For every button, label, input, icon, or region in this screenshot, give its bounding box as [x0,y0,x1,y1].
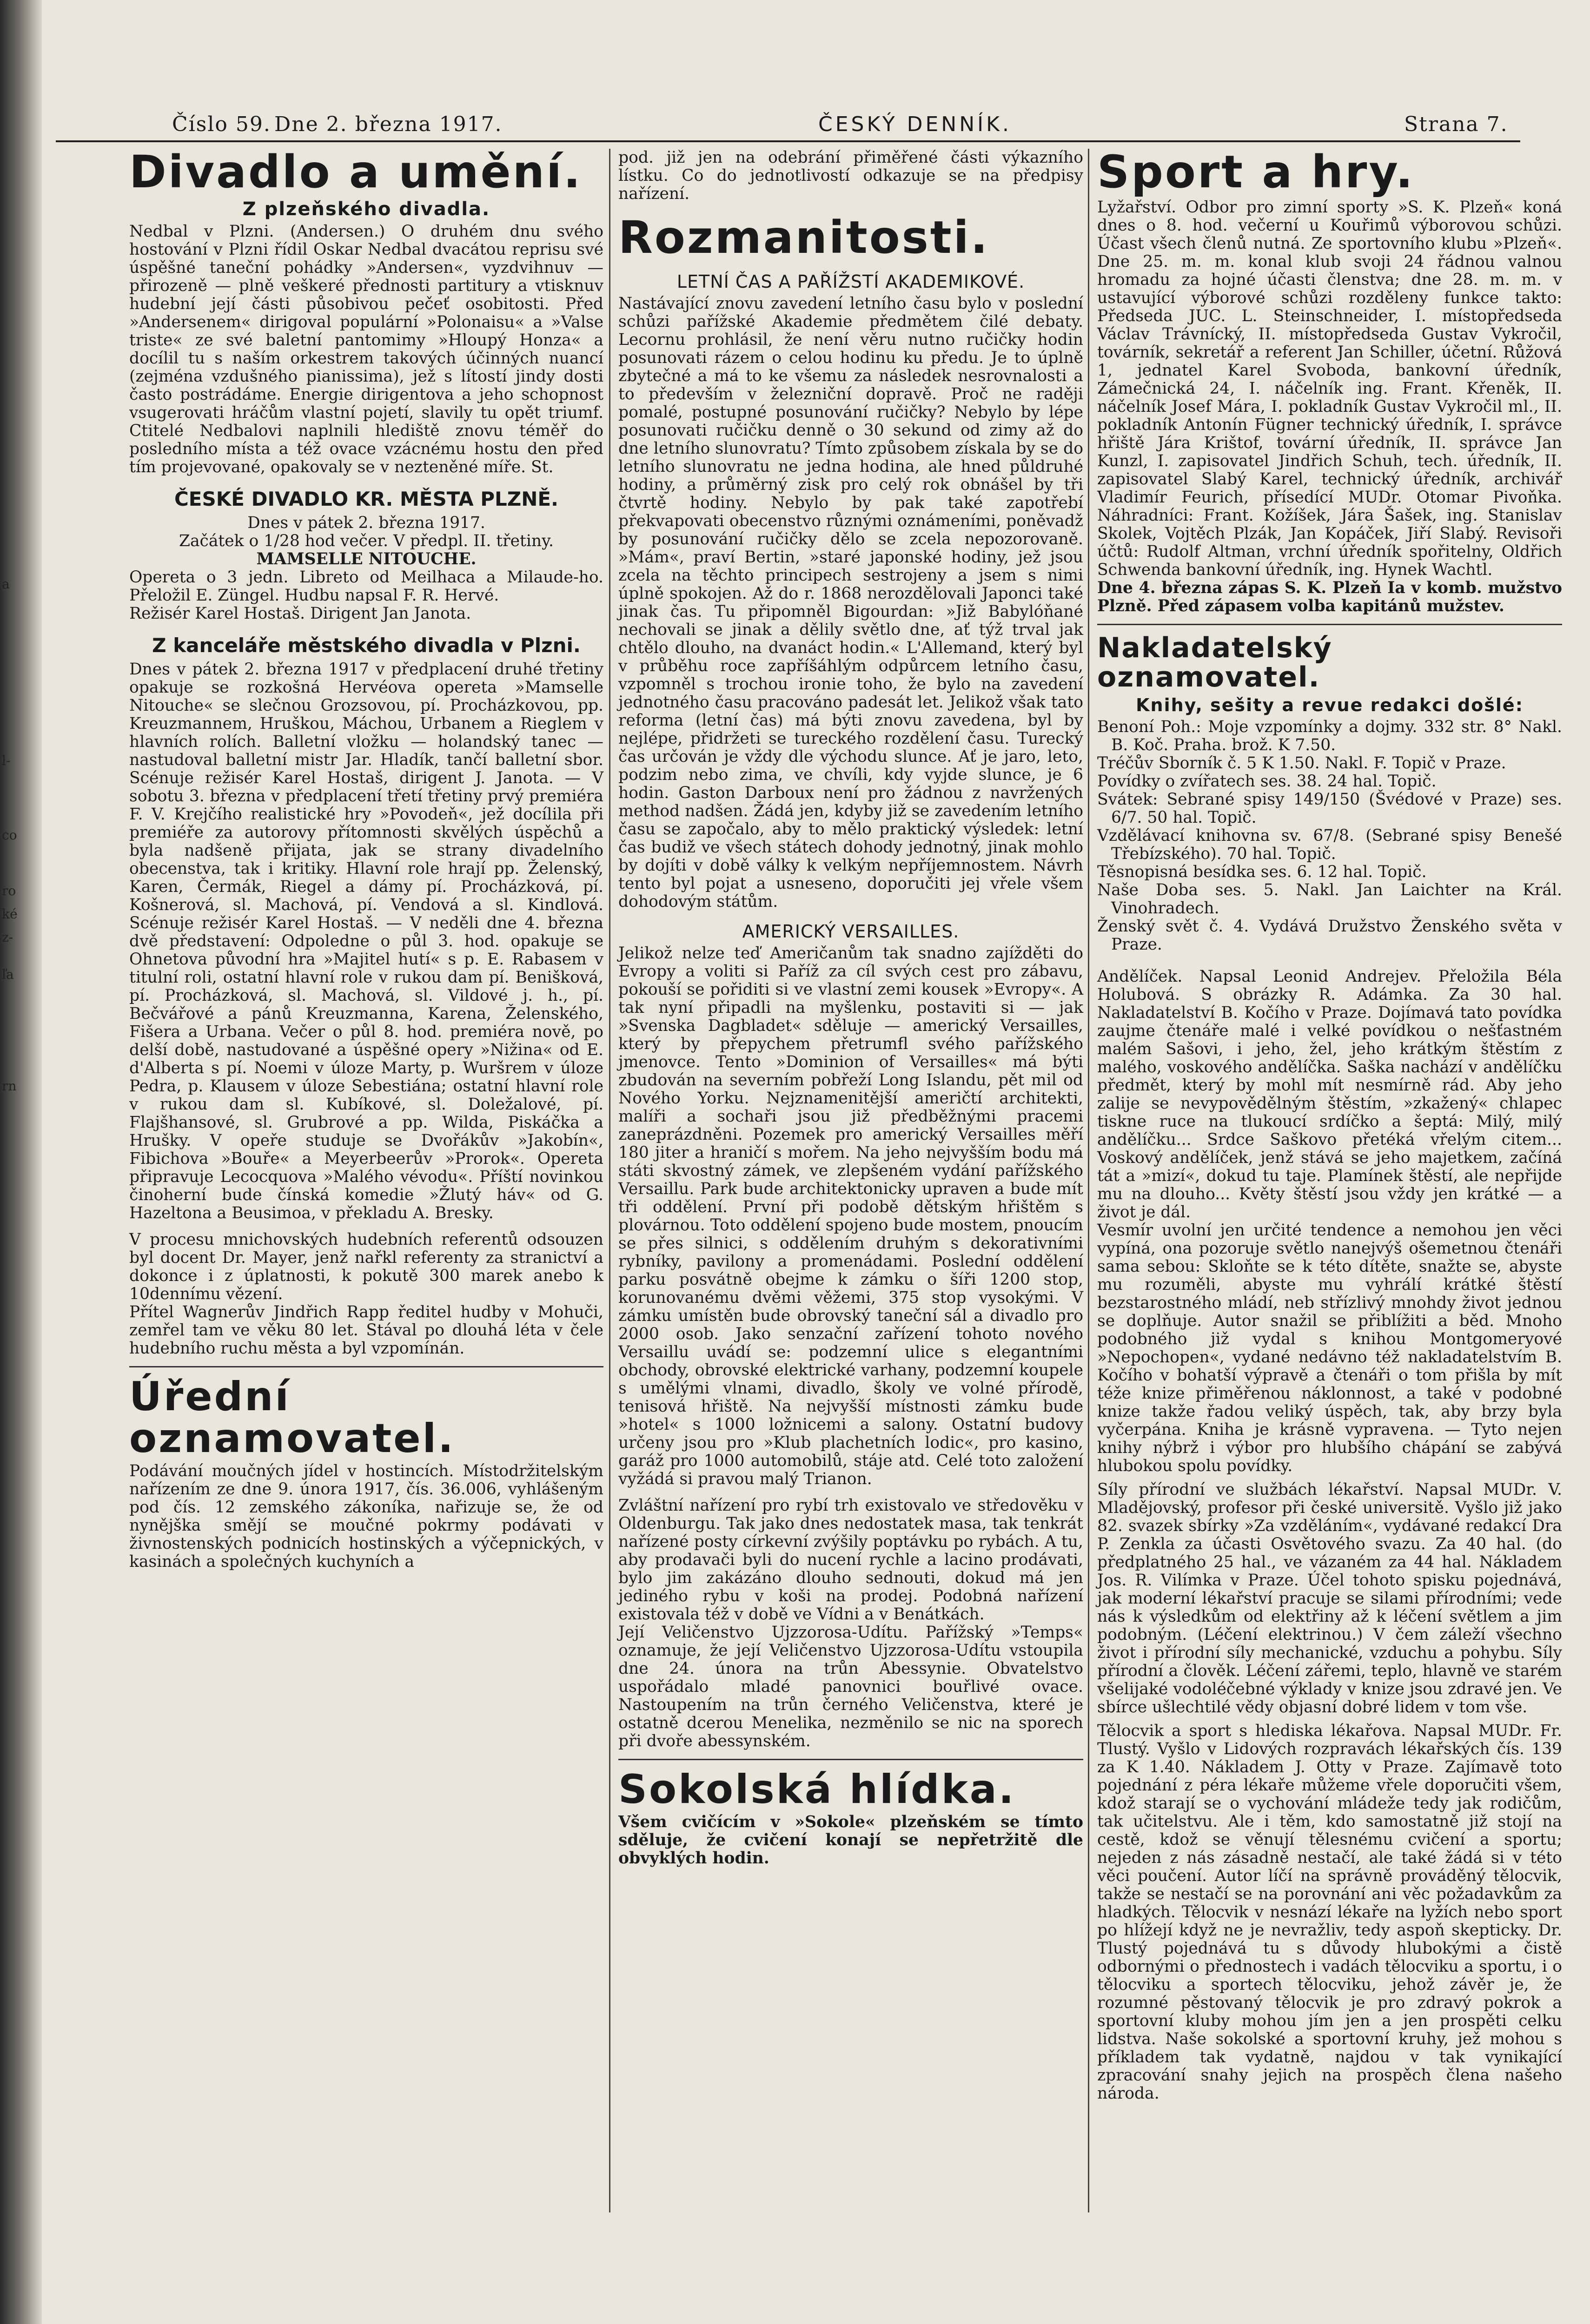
fragment: ké [2,906,18,922]
section-heading-misc: Rozmanitosti. [618,211,990,264]
article-title-summer-time: LETNÍ ČAS A PAŘÍŽSTÍ AKADEMIKOVÉ. [676,271,1025,292]
subheading: Z plzeňského divadla. [242,198,490,220]
item-fish-market: Zvláštní nařízení pro rybí trh existovalo ve středověku v Oldenburgu. Tak jako dnes nedostatek masa, tak tenkrát nařízené posty církevní zvýšily poptávku po rybách. A tu, aby prodavači byli do nucení rychle a lacino prodávati, bylo jim zakázáno dlouho sednouti, dokud má jen jediného rybu v koši na prodej. Podobná nařízení existovala též v době ve Vídni a v Benátkách. [618,1496,1083,1624]
fragment: z- [2,930,13,945]
sokol-notice: Všem cvičícím v »Sokole« plzeňském se tímto sděluje, že cvičení konají se nepřetržitě dle obvyklých hodin. [618,1813,1083,1868]
article-title-versailles: AMERICKÝ VERSAILLES. [742,921,960,942]
theatre-title: ČESKÉ DIVADLO KR. MĚSTA PLZNĚ. [174,487,558,510]
review-sily-prirodni: Síly přírodní ve službách lékařství. Napsal MUDr. V. Mladějovský, profesor při české universitě. Vyšlo již jako 82. svazek sbírky »Za vzděláním«, vydávané redakcí Dra P. Zenkla za účasti Osvětového svazu. Za 40 hal. (do předplatného 25 hal., ve vázaném za 44 hal. Nákladem Jos. R. Vilímka v Praze. Účel tohoto spisku pojednává, jak moderní lékařství pracuje se silami přírodními; vede nás k výsledkům od elektřiny až k léčení světlem a jim podobným. (Léčení elektrinou.) V čem záleží všechno život i přírodní síly mechanické, vzduchu a pohybu. Síly přírodní a člověk. Léčení zářemi, teplo, hlavně ve starém všelijaké vodoléčebné výklady v knize jsou zdravé jen. Ve sbírce ušlechtilé vědy objasní dobré lidem v tom vše. [1097,1480,1562,1717]
book-entry: Vzdělávací knihovna sv. 67/8. (Sebrané spisy Benešé Třebízského). 70 hal. Topič. [1097,826,1562,863]
column-3 [1097,146,1562,2103]
review-andelicek: Andělíček. Napsal Leonid Andrejev. Přeložila Béla Holubová. S obrázky R. Adámka. Za 30 hal. Nakladatelství B. Kočího v Praze. Dojímavá tato povídka zaujme čtenáře malé i velké povídkou o nešťastném malém Sašovi, i jeho, žel, jeho krátkým štěstím z malého, voskového andělíčka. Saška nachází v andělíčku předmět, který by mohl mít nesmírně rád. Aby jeho zalije se nevypovědělným štěstím, »zkažený« chlapec tiskne ruce na tlukoucí srdíčko a šeptá: Milý, milý andělíčku... Srdce Saškovo přetéká vřelým citem... Voskový andělíček, jenž stává se jeho majetkem, začíná tát a »mizí«, dokud tu taje. Plamínek štěstí, ale nepřijde mu na dlouho... Květy štěstí jsou vždy jen krátké — a život je dál. [1097,967,1562,1221]
book-entry: Benoní Poh.: Moje vzpomínky a dojmy. 332 str. 8° Nakl. B. Koč. Praha. brož. K 7.50. [1097,717,1562,754]
column-rule [609,149,610,2212]
continued-text: pod. již jen na odebrání přiměřené části výkazního lístku. Co do jednotlivostí odkazuje se na předpisy nařízení. [618,148,1083,203]
divider [618,1759,1083,1760]
book-entry: Ženský svět č. 4. Vydává Družstvo Ženského světa v Praze. [1097,917,1562,954]
page-header [56,108,1520,142]
column-2 [618,149,1083,1868]
notice-munich: V procesu mnichovských hudebních referentů odsouzen byl docent Dr. Mayer, jenž nařkl referenty za stranictví a dokonce i z úplatnosti, k pokutě 300 marek anebo k 10dennímu vězení. [129,1230,603,1303]
section-heading-sport: Sport a hry. [1097,146,1415,198]
theatre-date: Dnes v pátek 2. března 1917. [247,513,485,532]
official-text: Podávání moučných jídel v hostincích. Místodržitelským nařízením ze dne 9. února 1917, čís. 36.006, vyhlášeným pod čís. 12 zemského zákoníka, nařizuje se, že od nynějška smějí se moučné pokrmy podávati v živnostenských podnicích hostinských a výčepnických, v kasinách a společných kuchyních a [129,1462,603,1571]
column-rule [1088,149,1089,2212]
book-entry: Těsnopisná besídka ses. 6. 12 hal. Topič. [1097,862,1427,881]
issue-date: Dne 2. března 1917. [274,112,503,136]
book-entry: Naše Doba ses. 5. Nakl. Jan Laichter na Král. Vinohradech. [1097,880,1562,918]
office-text: Dnes v pátek 2. března 1917 v předplacení druhé třetiny opakuje se rozkošná Hervéova opereta »Mamselle Nitouche« se slečnou Grozsovou, pí. Procházkovou, pp. Kreuzmannem, Hruškou, Máchou, Urbanem a Rieglem v hlavních rolích. Balletní vložku — holandský tanec — nastudoval balletní mistr Jar. Hladík, tančí balletní sbor. Scénuje režisér Karel Hostaš, dirigent J. Janota. — V sobotu 3. března v předplacení třetí třetiny prvý premiéra F. V. Krejčího realistické hry »Povodeň«, jež docílila při premiéře za autorovy přítomnosti skvělých úspěchů a byla nadšeně přijata, jak se strany divadelního obecenstva, tak i kritiky. Hlavní role hrají pp. Želenský, Karen, Čermák, Riegel a dámy pí. Procházková, pí. Košnerová, sl. Machová, pí. Vendová a sl. Kindlová. Scénuje režisér Karel Hostaš. — V neděli dne 4. března dvě představení: Odpoledne o půl 3. hod. opakuje se Ohnetova původní hra »Majitel hutí« s p. E. Rabasem v titulní roli, ostatní hlavní role v rukou dam pí. Benišková, pí. Procházková, sl. Machová, sl. Vildové j. h., pí. Bečvářové a pánů Kreuzmanna, Karena, Želenského, Fišera a Urbana. Večer o půl 8. hod. premiéra nově, po delší době, nastudované a úspěšné opery »Nižina« od E. d'Alberta s pí. Noemi v úloze Marty, p. Wuršrem v úloze Pedra, p. Klausem v úloze Sebestiána; ostatní hlavní role v rukou dam sl. Kubíkové, sl. Doležalové, pí. Flajšhansové, sl. Grubrové a pp. Wilda, Piskáčka a Hrušky. V opeře studuje se Dvořákův »Jakobín«, Fibichova »Bouře« a Meyerbeerův »Prorok«. Opereta připravuje Lecocquova »Malého vévodu«. Příští novinkou činoherní bude čínská komedie »Žlutý háv« od G. Hazeltona a Beusimoa, v překladu A. Bresky. [129,660,603,1222]
article-versailles: Jelikož nelze teď Američanům tak snadno zajížděti do Evropy a voliti si Paříž za cíl svých cest pro zábavu, pokouší se pořiditi si ve vlastní zemi kousek »Evropy«. A tak nyní připadli na myšlenku, postaviti si — jak »Svenska Dagbladet« sděluje — americký Versailles, který by přepychem přetrumfl svého pařížského jmenovce. Tento »Dominion of Versailles« má býti zbudován na severním pobřeží Long Islandu, pět mil od Nového Yorku. Nejznamenitější američtí architekti, malíři a sochaři jsou již předběžnými pracemi zaneprázdněni. Pozemek pro americký Versailles měří 180 jiter a hraničí s mořem. Na jeho nejvyšším bodu má státi skvostný zámek, ve zlepšeném vydání pařížského Versaillu. Park bude architektonicky upraven a bude mít tři oddělení. První při podobě dětským hřištěm s plovárnou. Toto oddělení spojeno bude mostem, pnoucím se přes silnici, s oddělením druhým s dekorativními rybníky, pavilony a promenádami. Poslední oddělení parku posvátně obejme k zámku o šíři 1200 stop, korunovanému dvěmi věžemi, 375 stop vysokými. V zámku umístěn bude obrovský taneční sál a divadlo pro 2000 osob. Jako senzační zařízení tohoto nového Versaillu uvádí se: podzemní ulice s elegantními obchody, obrovské elektrické varhany, podzemní koupele s umělými vlnami, divadlo, školy ve volné přírodě, tenisová hřiště. Na nejvyšší místnosti zámku bude »hotel« s 1000 ložnicemi a salony. Ostatní budovy určeny jsou pro »Klub plachetních lodic«, pro kasino, garáž pro 1000 automobilů, stáje atd. Celé toto založení vyžádá si pravou malý Trianon. [618,944,1083,1488]
fragment: rn [2,1078,17,1094]
notice-rapp: Přítel Wagnerův Jindřich Rapp ředitel hudby v Mohuči, zemřel tam ve věku 80 let. Stával po dlouhá léta v čele hudebního ruchu města a byl vzpomínán. [129,1302,603,1358]
article-summer-time: Nastávající znovu zavedení letního času bylo v poslední schůzi pařížské Akademie předmětem čilé debaty. Lecornu prohlásil, že není věru nutno ručičky hodin posunovati rázem o celou hodinu ku předu. Je to úplně zbytečné a má to ke všemu za následek nesrovnalosti a to především v železniční dopravě. Proč ne raději pomalé, postupné posunování ručičky? Nebylo by lépe posunovati ručičku denně o 30 sekund od zimy až do dne letního slunovratu? Tímto způsobem získala by se do letního slunovratu ne jedna hodina, ale hned půldruhé hodiny, a průměrný zisk pro celý rok obnášel by tři čtvrtě hodiny. Nebylo by pak také zapotřebí překvapovati obecenstvo různými oznámeními, poněvadž by posunování ručičky dělo se zcela nepozorovaně. »Mám«, praví Bertin, »staré japonské hodiny, jež jsou zcela na těchto principech sestrojeny a jsem s nimi úplně spokojen. Až do r. 1868 nerozdělovali Japonci také jinak čas. Tu připomněl Bigourdan: »Již Babylóňané nechovali se jinak a dělily světlo dne, ať týž trval jak chtělo dlouho, na dvanáct hodin.« L'Allemand, který byl v průběhu roce zapříšáhlým odpůrcem letního času, vzpomněl s trochou ironie toho, že bylo na zavedení jednotného času pracováno padesát let. Jelikož však tato reforma (letní čas) má býti znovu zavedena, byl by nejlépe, přidržeti se tureckého rozdělení času. Turecký čas určován je vždy dle východu slunce. Ať je jaro, leto, podzim nebo zima, ve chvíli, kdy vyjde slunce, je 6 hodin. Gaston Darboux není pro žádnou z navržených method nadšen. Žádá jen, kdyby již se zavedením letního času se započalo, aby to mělo praktický výsledek: letní čas budiž ve všech státech dohody jednotný, jinak mohlo by dojíti v době války k velkým nepříjemnostem. Návrh tento byl pojat a usneseno, doporučiti jej vřele všem dohodovým státům. [618,294,1083,911]
fragment: ľa [2,967,14,982]
publishers-subheading: Knihy, sešity a revue redakci došlé: [1136,694,1524,715]
section-heading-sokol: Sokolská hlídka. [618,1766,1016,1813]
section-heading-theatre: Divadlo a umění. [129,146,583,198]
play-title: MAMSELLE NITOUCHE. [256,549,477,568]
play-director: Režisér Karel Hostaš. Dirigent Jan Janota. [129,604,471,623]
review-telocvik: Tělocvik a sport s hlediska lékařova. Napsal MUDr. Fr. Tlustý. Vyšlo v Lidových rozpravách lékařských čís. 139 za K 1.40. Nákladem J. Otty v Praze. Zajímavě toto pojednání z péra lékaře můžeme vřele doporučiti všem, kdož starají se o vychování mládeže tedy jak rodičům, tak učitelstvu. Ale i těm, kdo samostatně již stojí na cestě, kdož se věnují tělesnému cvičení a sportu; nejeden z nás zásadně nestačí, ale také žádá si v této věci poučení. Autor líčí na správně prováděný tělocvik, takže se nestačí se na porovnání ani věc požadavkům za hladkých. Tělocvik v nesnází lékaře na lyžích nebo sport po hlížejí když ne je nevražliv, tedy aspoň skepticky. Dr. Tlustý pojednává tu s důvody hlubokými a čistě odbornými o přednostech i vadách tělocviku a sportu, i o tělocviku a sportech tělocviku, jehož závěr je, že rozumné pěstovaný tělocvik je pro zdravý pokrok a sportovní kluby mohou jím jen a jen prospěti celku lidstva. Naše sokolské a sportovní kruhy, jež mohou s příkladem tak vydatně, najdou v tak vynikající zpracování snahy jejich na prospěch člena našeho národa. [1097,1721,1562,2103]
sport-match: Dne 4. března zápas S. K. Plzeň Ia v komb. mužstvo Plzně. Před zápasem volba kapitánů mužstev. [1097,578,1562,615]
book-entry: Svátek: Sebrané spisy 149/150 (Švédové v Praze) ses. 6/7. 50 hal. Topič. [1097,790,1562,827]
sport-news: Lyžařství. Odbor pro zimní sporty »S. K. Plzeň« koná dnes o 8. hod. večerní u Kouřimů výborovou schůzi. Účast všech členů nutná. Ze sportovního klubu »Plzeň«. Dne 25. m. m. konal klub svoji 24 řádnou valnou hromadu za hojné účasti členstva; dne 28. m. m. v ustavující výborové schůzi rozděleny funkce takto: Předseda JUC. L. Steinschneider, I. místopředseda Václav Trávnícký, II. místopředseda Gustav Vykročil, továrník, sekretář a referent Jan Schiller, účetní. Růžová 1, jednatel Karel Svoboda, bankovní úředník, Zámečnická 24, I. náčelník ing. Frant. Křeněk, II. náčelník Josef Mára, I. pokladník Gustav Vykročil ml., II. pokladník Antonín Fügner technický úředník, I. správce hřiště Jára Krištof, tovární úředník, II. správce Jan Kunzl, I. zapisovatel Jindřich Schuh, tech. úředník, II. zapisovatel Slabý Karel, technický úředník, archivář Vladimír Feurich, přísedící MUDr. Otomar Pivoňka. Náhradníci: Frant. Kožíšek, Jára Šašek, ing. Stanislav Skolek, Vojtěch Plzák, Jan Kopáček, Jiří Slabý. Revisoři účtů: Rudolf Altman, vrchní úředník spořitelny, Oldřich Schwenda bankovní úředník, ing. Hynek Wachtl. [1097,198,1562,579]
fragment: co [2,827,17,843]
review-andelicek-cont: Vesmír uvolní jen určité tendence a nemohou jen věci vypíná, ona pozoruje světlo nanejvýš ošemetnou čtenáři sama sebou: Skloňte se k této dítěte, snažte se, abyste mu rozuměli, abyste mu vyhrálí krátké štěstí bezstarostného mládí, neb střízlivý mnohdy život jednou se doplňuje. Autor snažil se přiblížiti a běd. Mnoho podobného již vydal s knihou Montgomeryové »Nepochopen«, vydané nedávno též nakladatelstvím B. Kočího v bohatší výpravě a čtenáři o tom přišla by mít téže knize přiměřenou náklonnost, a také v podobné knize takže řadou veliký úspěch, tak, aby brzy byla vyčerpána. Kniha je krásně vypravena. — Tyto nejen knihy nýbrž i výbor pro hlubšího chápání se zabývá hlubokou spolu povídky. [1097,1221,1562,1475]
section-heading-publishers: Nakladatelský oznamovatel. [1097,631,1332,693]
fragment: a [2,576,10,592]
issue-number: Číslo 59. [172,112,271,136]
masthead-title: ČESKÝ DENNÍK. [818,112,1012,136]
left-margin-fragments [0,0,33,2324]
divider [129,1366,603,1367]
theatre-start: Začátek o 1/28 hod večer. V předpl. II. třetiny. [179,531,554,550]
fragment: l- [2,753,11,768]
book-entry: Tréčův Sborník č. 5 K 1.50. Nakl. F. Topič v Praze. [1097,753,1506,772]
item-abyssinia: Její Veličenstvo Ujzzorosa-Udítu. Pařížský »Temps« oznamuje, že její Veličenstvo Ujzzorosa-Udítu vstoupila dne 24. února na trůn Abessynie. Obvatelstvo uspořádalo mladé panovnici bouřlivé ovace. Nastoupením na trůn černého Veličenstva, které je ostatně dcerou Menelika, nezměnilo se nic na sporech při dvoře abessynském. [618,1623,1083,1750]
books-list [1097,718,1562,954]
play-credits: Opereta o 3 jedn. Libreto od Meilhaca a Milaude-ho. Přeložil E. Züngel. Hudbu napsal F. R. Hervé. [129,568,603,605]
page-number: Strana 7. [1404,112,1508,136]
book-entry: Povídky o zvířatech ses. 38. 24 hal. Topič. [1097,772,1437,791]
column-1 [129,146,603,1571]
fragment: ro [2,883,16,898]
section-heading-official: Úřední oznamovatel. [129,1373,455,1462]
office-title: Z kanceláře městského divadla v Plzni. [152,634,581,657]
article-nedbal: Nedbal v Plzni. (Andersen.) O druhém dnu svého hostování v Plzni řídil Oskar Nedbal dvacátou reprisu své úspěšné taneční pohádky »Andersen«, vyzdvihnuv — přirozeně — plně veškeré přednosti partitury a vtisknuv hudební její části působivou pečeť osobitosti. Před »Andersenem« dirigoval populární »Polonaisu« a »Valse triste« ze své baletní pantomimy »Hloupý Honza« a docílil tu s naším orkestrem takových účinných nuancí (zejména vzdušného pianissima), jež s lítostí jindy dosti často postrádáme. Energie dirigentova a jeho schopnost vsugerovati hráčům vlastní pojetí, slavily tu opět triumf. Ctitelé Nedbalovi naplnili hlediště znovu téměř do posledního místa a též ovace vzácnému hostu den před tím projevované, opakovaly se v nezteněné míře. St. [129,222,603,476]
divider [1097,624,1562,625]
